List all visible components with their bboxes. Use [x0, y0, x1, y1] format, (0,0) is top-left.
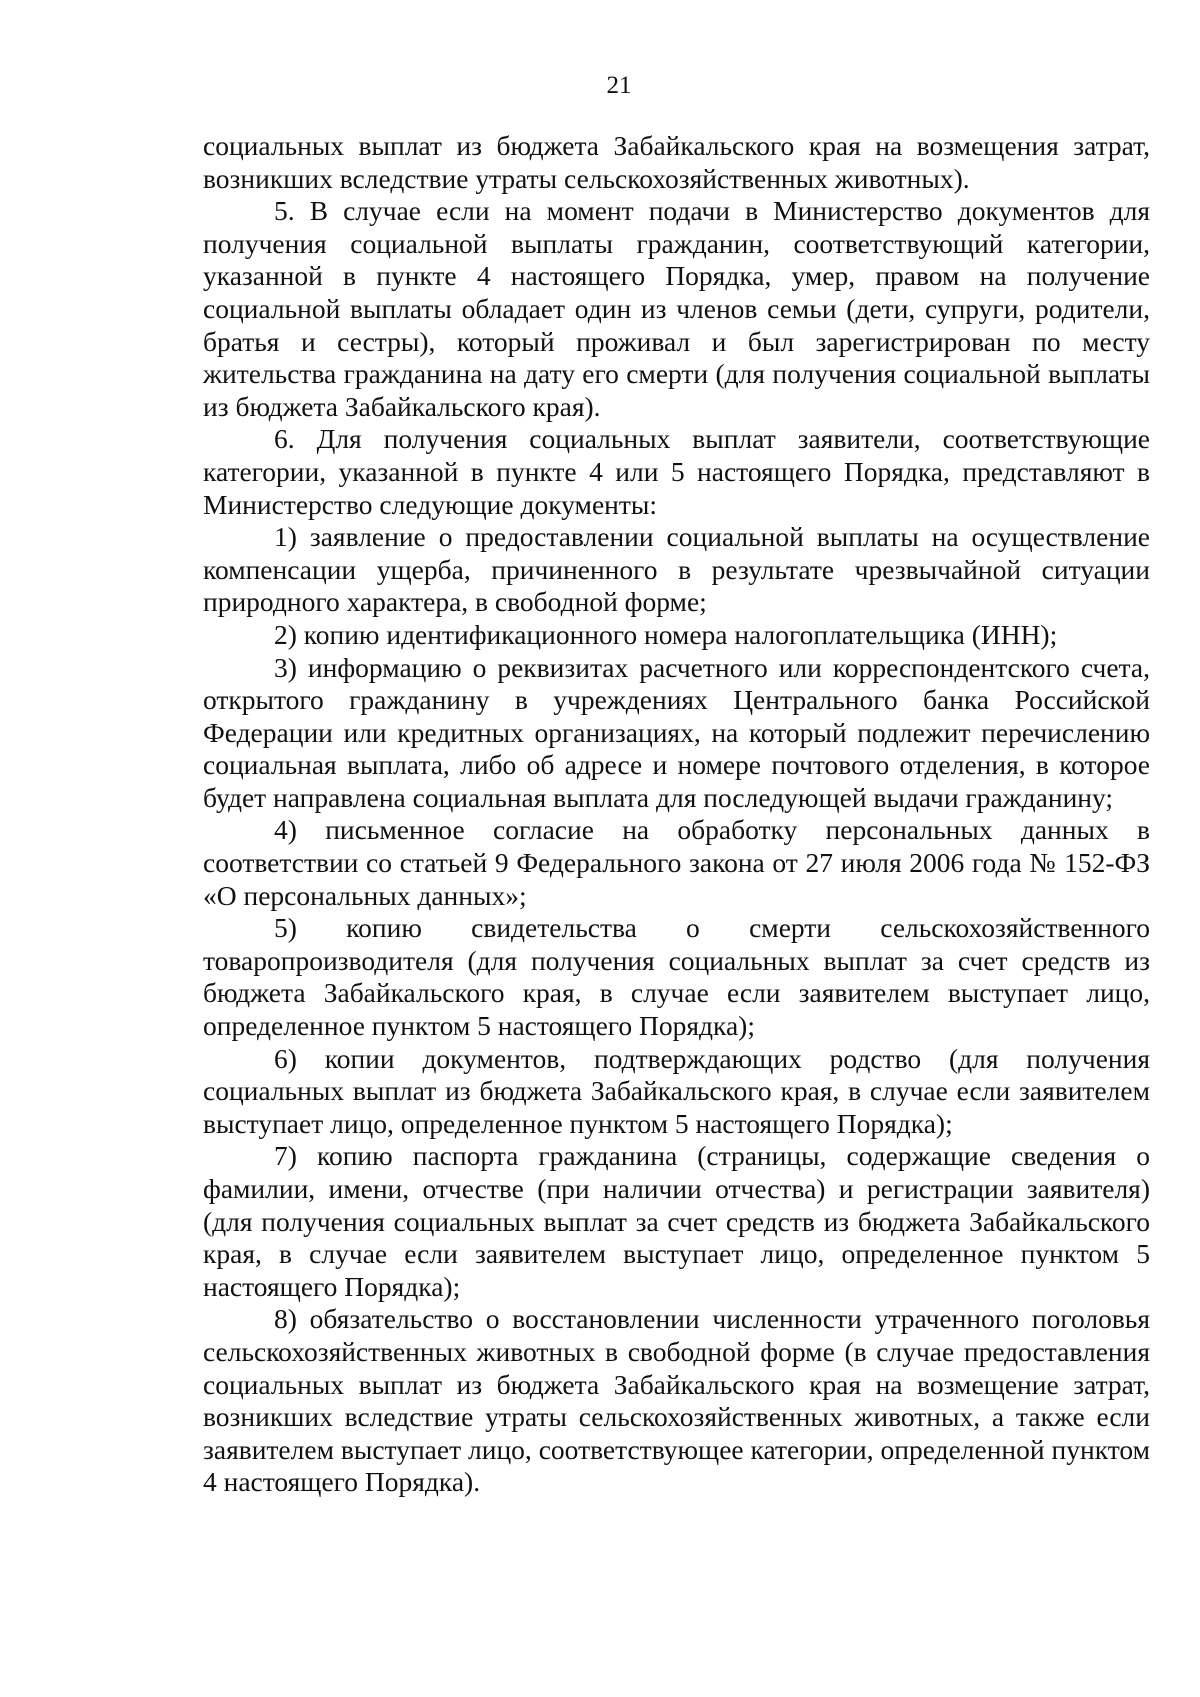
page-number: 21 [606, 72, 632, 99]
list-item-4: 4) письменное согласие на обработку персональных данных в соответствии со статьей 9 Федерального закона от 27 июля 2006 года № 152-ФЗ «О персональных данных»; [203, 814, 1150, 911]
list-item-2: 2) копию идентификационного номера налогоплательщика (ИНН); [274, 618, 1058, 650]
list-item-5: 5) копию свидетельства о смерти сельскохозяйственного товаропроизводителя (для получения социальных выплат за счет средств из бюджета Забайкальского края, в случае если заявителем выступает лицо, определенное пунктом 5 настоящего Порядка); [203, 912, 1150, 1042]
document-body [203, 130, 1150, 1499]
list-item-6: 6) копии документов, подтверждающих родство (для получения социальных выплат из бюджета Забайкальского края, в случае если заявителем выступает лицо, определенное пунктом 5 настоящего Порядка); [203, 1042, 1150, 1139]
list-item-3: 3) информацию о реквизитах расчетного или корреспондентского счета, открытого гражданину в учреждениях Центрального банка Российской Федерации или кредитных организациях, на который подлежит перечислению социальная выплата, либо об адресе и номере почтового отделения, в которое будет направлена социальная выплата для последующей выдачи гражданину; [203, 651, 1150, 813]
paragraph-continuation: социальных выплат из бюджета Забайкальского края на возмещения затрат, возникших вследствие утраты сельскохозяйственных животных). [203, 130, 1150, 194]
list-item-1: 1) заявление о предоставлении социальной выплаты на осуществление компенсации ущерба, причиненного в результате чрезвычайной ситуации природного характера, в свободной форме; [203, 521, 1150, 618]
paragraph-item-6: 6. Для получения социальных выплат заявители, соответствующие категории, указанной в пункте 4 или 5 настоящего Порядка, представляют в Министерство следующие документы: [203, 423, 1150, 520]
paragraph-item-5: 5. В случае если на момент подачи в Министерство документов для получения социальной выплаты гражданин, соответствующий категории, указанной в пункте 4 настоящего Порядка, умер, правом на получение социальной выплаты обладает один из членов семьи (дети, супруги, родители, братья и сестры), который проживал и был зарегистрирован по месту жительства гражданина на дату его смерти (для получения социальной выплаты из бюджета Забайкальского края). [203, 195, 1150, 422]
list-item-7: 7) копию паспорта гражданина (страницы, содержащие сведения о фамилии, имени, отчестве (при наличии отчества) и регистрации заявителя) (для получения социальных выплат за счет средств из бюджета Забайкальского края, в случае если заявителем выступает лицо, определенное пунктом 5 настоящего Порядка); [203, 1140, 1150, 1302]
list-item-8: 8) обязательство о восстановлении численности утраченного поголовья сельскохозяйственных животных в свободной форме (в случае предоставления социальных выплат из бюджета Забайкальского края на возмещение затрат, возникших вследствие утраты сельскохозяйственных животных, а также если заявителем выступает лицо, соответствующее категории, определенной пунктом 4 настоящего Порядка). [203, 1303, 1150, 1498]
